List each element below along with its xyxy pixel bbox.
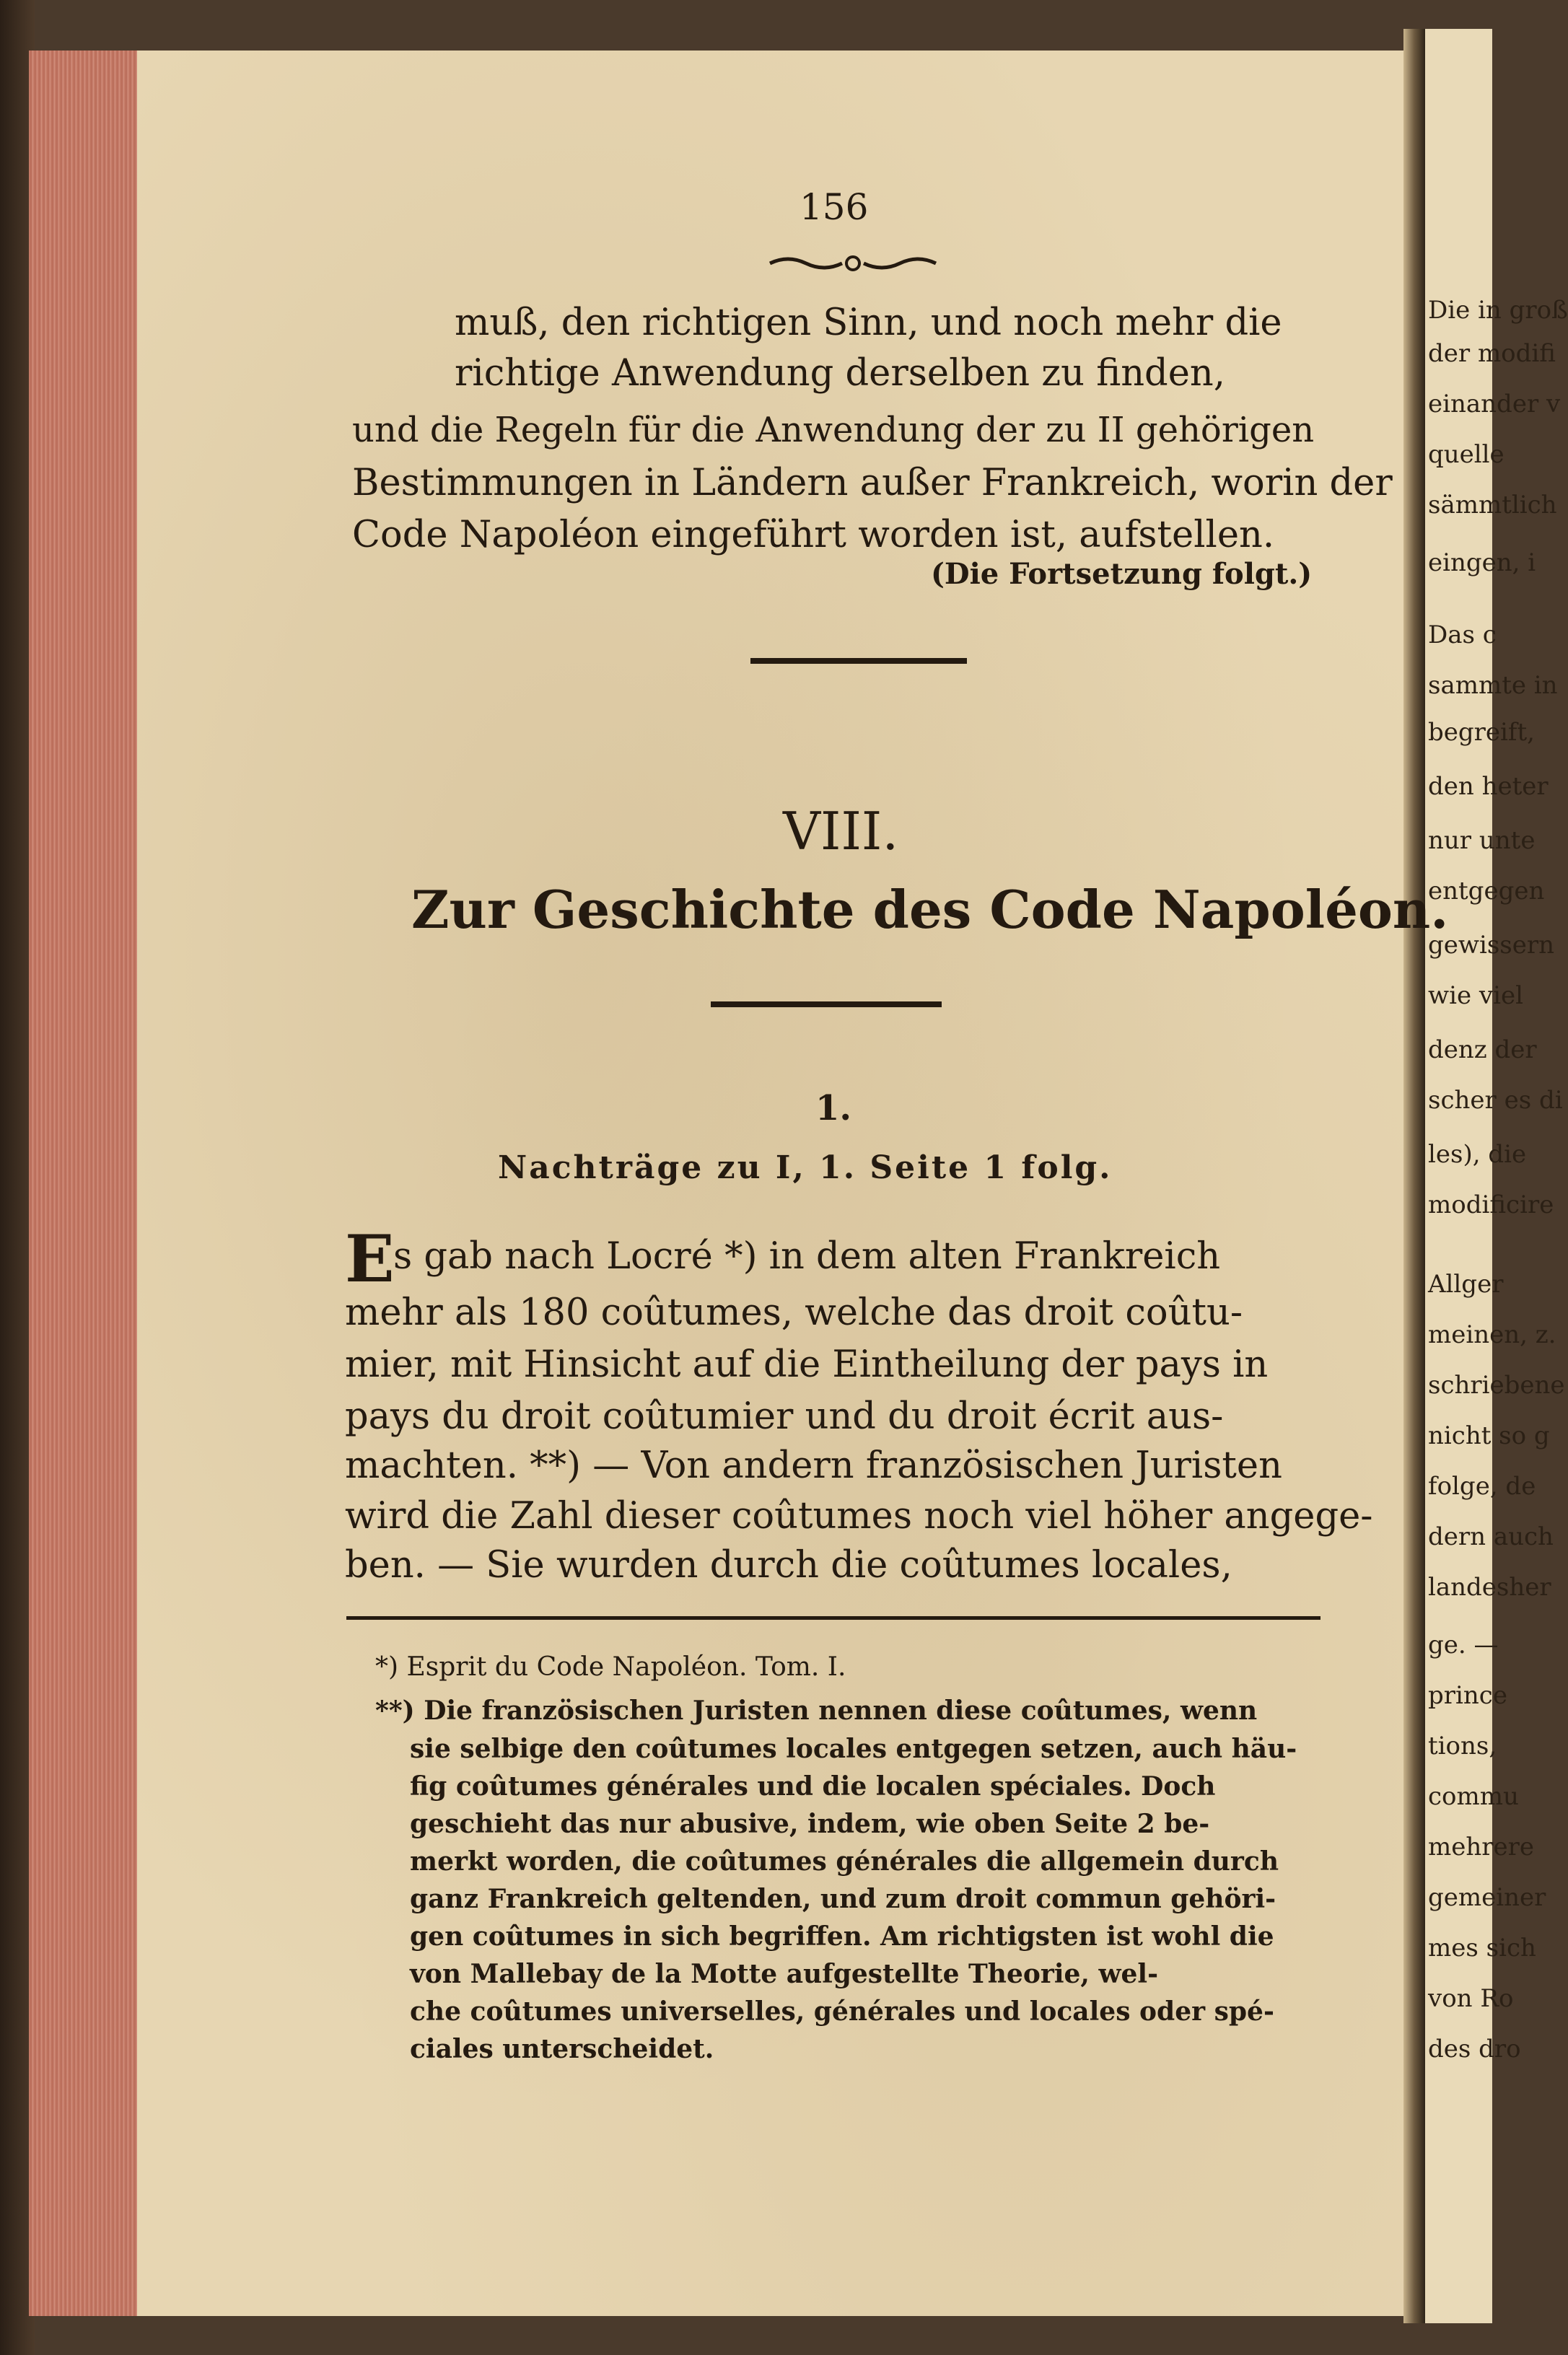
- subsection-number: 1.: [815, 1088, 852, 1128]
- body-line: pays du droit coûtumier und du droit écrit aus-: [345, 1395, 1224, 1438]
- facing-page-strip: [1425, 29, 1568, 2323]
- section-title: Zur Geschichte des Code Napoléon.: [411, 879, 1449, 940]
- facing-fragment: mes sich: [1428, 1934, 1536, 1963]
- facing-fragment: von Ro: [1428, 1984, 1514, 2013]
- text-line: Code Napoléon eingeführt worden ist, aufstellen.: [352, 514, 1275, 556]
- footnote: merkt worden, die coûtumes générales die allgemein durch: [410, 1846, 1279, 1877]
- facing-fragment: modificire: [1428, 1190, 1554, 1219]
- footnote: fig coûtumes générales und die localen spéciales. Doch: [410, 1771, 1216, 1802]
- facing-fragment: folge, de: [1428, 1472, 1536, 1501]
- facing-fragment: wie viel: [1428, 981, 1523, 1010]
- footnote: *) Esprit du Code Napoléon. Tom. I.: [375, 1652, 846, 1682]
- facing-fragment: mehrere: [1428, 1833, 1535, 1861]
- facing-fragment: Das c: [1428, 620, 1497, 649]
- page-number: 156: [800, 186, 869, 228]
- footnote: ciales unterscheidet.: [410, 2034, 714, 2064]
- facing-fragment: einander v: [1428, 390, 1561, 418]
- drop-cap: E: [345, 1221, 395, 1297]
- text-line: richtige Anwendung derselben zu finden,: [455, 352, 1225, 395]
- footnote: che coûtumes universelles, générales und locales oder spé-: [410, 1996, 1274, 2027]
- footnote: ganz Frankreich geltenden, und zum droit commun gehöri-: [410, 1884, 1276, 1914]
- facing-fragment: entgegen: [1428, 877, 1545, 905]
- facing-fragment: des dro: [1428, 2035, 1521, 2064]
- facing-fragment: gemeiner: [1428, 1883, 1546, 1912]
- text-line: und die Regeln für die Anwendung der zu II gehörigen: [352, 410, 1315, 450]
- footnote: geschieht das nur abusive, indem, wie oben Seite 2 be-: [410, 1809, 1210, 1839]
- text-line: Bestimmungen in Ländern außer Frankreich, worin der: [352, 462, 1393, 504]
- facing-fragment: landesher: [1428, 1573, 1551, 1602]
- page-edge-stack: [29, 51, 144, 2316]
- facing-fragment: sämmtlich: [1428, 491, 1557, 519]
- continuation-note: (Die Fortsetzung folgt.): [931, 557, 1313, 591]
- facing-fragment: quelle: [1428, 440, 1505, 469]
- facing-fragment: Die in groß: [1428, 296, 1568, 325]
- divider-rule: [750, 658, 967, 664]
- facing-fragment: meinen, z.: [1428, 1320, 1556, 1349]
- facing-fragment: denz der: [1428, 1035, 1537, 1064]
- section-number: VIII.: [783, 801, 899, 861]
- facing-fragment: tions,: [1428, 1732, 1497, 1760]
- body-line: ben. — Sie wurden durch die coûtumes locales,: [345, 1544, 1232, 1587]
- body-line: s gab nach Locré *) in dem alten Frankreich: [393, 1235, 1221, 1278]
- facing-fragment: Allger: [1428, 1270, 1504, 1299]
- facing-fragment: nicht so g: [1428, 1421, 1550, 1450]
- facing-fragment: sammte in: [1428, 671, 1558, 700]
- footnote-rule: [346, 1616, 1320, 1620]
- facing-fragment: gewissern: [1428, 931, 1555, 960]
- footnote: sie selbige den coûtumes locales entgegen setzen, auch häu-: [410, 1734, 1297, 1764]
- ornament-icon: [766, 249, 940, 278]
- facing-fragment: den heter: [1428, 772, 1549, 801]
- divider-rule: [711, 1001, 942, 1007]
- facing-fragment: nur unte: [1428, 826, 1536, 855]
- footnote: von Mallebay de la Motte aufgestellte Theorie, wel-: [410, 1959, 1159, 1989]
- facing-fragment: les), die: [1428, 1140, 1527, 1169]
- facing-fragment: begreift,: [1428, 718, 1535, 747]
- footnote: **) Die französischen Juristen nennen diese coûtumes, wenn: [375, 1696, 1258, 1726]
- facing-fragment: eingen, i: [1428, 548, 1536, 577]
- facing-fragment: prince: [1428, 1681, 1507, 1710]
- body-line: mier, mit Hinsicht auf die Eintheilung der pays in: [345, 1343, 1269, 1386]
- body-line: machten. **) — Von andern französischen Juristen: [345, 1444, 1282, 1487]
- footnote: gen coûtumes in sich begriffen. Am richtigsten ist wohl die: [410, 1921, 1274, 1952]
- facing-fragment: dern auch: [1428, 1522, 1554, 1551]
- book-gutter: [1403, 29, 1425, 2323]
- facing-fragment: ge. —: [1428, 1631, 1499, 1659]
- body-line: mehr als 180 coûtumes, welche das droit coûtu-: [345, 1291, 1243, 1334]
- subsection-title: Nachträge zu I, 1. Seite 1 folg.: [498, 1149, 1113, 1186]
- facing-fragment: commu: [1428, 1782, 1519, 1811]
- text-line: muß, den richtigen Sinn, und noch mehr die: [455, 302, 1282, 344]
- body-line: wird die Zahl dieser coûtumes noch viel höher angege-: [345, 1495, 1373, 1538]
- facing-fragment: scher es di: [1428, 1086, 1563, 1115]
- facing-fragment: der modifi: [1428, 339, 1556, 368]
- facing-fragment: schriebene: [1428, 1371, 1565, 1400]
